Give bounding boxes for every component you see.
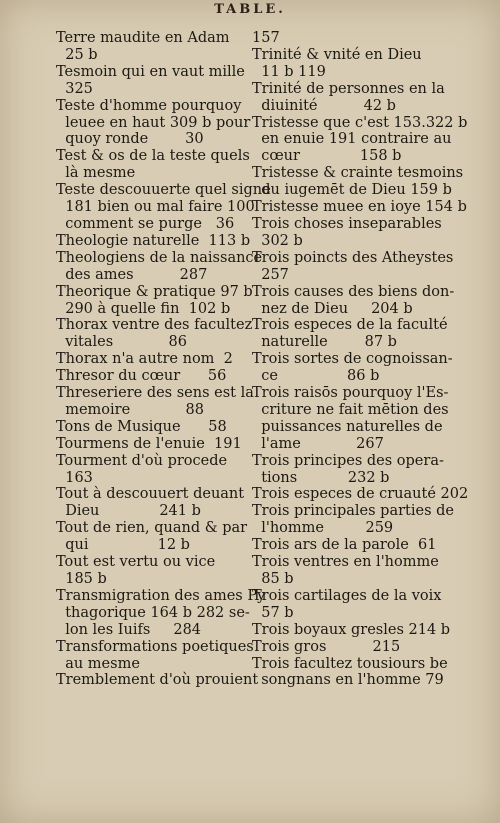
index-entry: nez de Dieu 204 b xyxy=(252,300,413,317)
index-entry: cœur 158 b xyxy=(252,148,402,165)
index-entry: Tons de Musique 58 xyxy=(56,418,227,435)
index-entry: songnans en l'homme 79 xyxy=(252,672,444,689)
index-entry: Tourmens de l'enuie 191 xyxy=(56,435,242,452)
index-entry: naturelle 87 b xyxy=(252,334,397,351)
index-entry: 290 à quelle fin 102 b xyxy=(56,300,231,317)
index-entry: Trois gros 215 xyxy=(252,638,401,655)
index-entry: Thorax ventre des facultez xyxy=(56,317,253,334)
index-entry: au mesme xyxy=(56,655,140,672)
index-entry: qui 12 b xyxy=(56,537,190,554)
index-entry: l'ame 267 xyxy=(252,435,384,452)
index-entry: comment se purge 36 xyxy=(56,215,235,232)
index-entry: 25 b xyxy=(56,46,98,63)
index-entry: Tourment d'où procede xyxy=(56,452,228,469)
index-entry: lon les Iuifs 284 xyxy=(56,621,202,638)
index-entry: Trois ars de la parole 61 xyxy=(252,537,437,554)
index-entry: 185 b xyxy=(56,571,107,587)
index-entry: ce 86 b xyxy=(252,368,380,385)
index-entry: 181 bien ou mal faire 100 xyxy=(56,199,255,216)
index-entry: criture ne fait mētion des xyxy=(252,401,449,418)
index-entry: quoy ronde 30 xyxy=(56,131,204,148)
index-entry: Trois causes des biens don- xyxy=(252,283,455,300)
index-entry: leuee en haut 309 b pour xyxy=(56,114,251,131)
index-entry: tions 232 b xyxy=(252,469,390,486)
index-entry: 325 xyxy=(56,80,93,97)
index-entry: Terre maudite en Adam xyxy=(56,30,230,46)
index-entry: Threseriere des sens est la xyxy=(56,385,254,402)
index-entry: Trois principes des opera- xyxy=(252,452,444,469)
index-entry: Tristesse & crainte tesmoins xyxy=(252,165,464,182)
index-entry: Transformations poetiques xyxy=(56,638,254,655)
running-header: TABLE. xyxy=(214,2,286,17)
index-entry: Theorique & pratique 97 b xyxy=(56,283,253,300)
index-entry: Trois especes de cruauté 202 xyxy=(252,486,469,503)
index-entry: 157 xyxy=(252,30,280,46)
index-entry: Tremblement d'où prouient xyxy=(56,672,259,689)
index-entry: Teste descouuerte quel signe xyxy=(56,182,271,199)
index-entry: Tristesse que c'est 153.322 b xyxy=(252,114,468,131)
index-entry: 302 b xyxy=(252,232,303,249)
index-entry: des ames 287 xyxy=(56,266,208,283)
index-entry: en enuie 191 contraire au xyxy=(252,131,452,148)
index-entry: Trinité & vnité en Dieu xyxy=(252,46,422,63)
index-entry: Test & os de la teste quels xyxy=(56,148,250,165)
index-entry: Dieu 241 b xyxy=(56,503,201,520)
index-entry: du iugemēt de Dieu 159 b xyxy=(252,182,452,199)
index-entry: Trois poincts des Atheystes xyxy=(252,249,454,266)
index-entry: Tout à descouuert deuant xyxy=(56,486,245,503)
index-entry: Thorax n'a autre nom 2 xyxy=(56,351,233,368)
index-entry: puissances naturelles de xyxy=(252,418,443,435)
index-entry: Trois choses inseparables xyxy=(252,215,442,232)
index-entry: memoire 88 xyxy=(56,401,204,418)
index-column-right xyxy=(252,30,469,689)
index-entry: Trois principales parties de xyxy=(252,503,454,520)
index-entry: thagorique 164 b 282 se- xyxy=(56,604,250,621)
index-entry: diuinité 42 b xyxy=(252,97,396,114)
index-entry: Theologiens de la naissance xyxy=(56,249,263,266)
index-entry: Tesmoin qui en vaut mille xyxy=(56,63,245,80)
index-entry: Trois especes de la faculté xyxy=(252,317,448,334)
index-entry: 163 xyxy=(56,469,93,486)
index-entry: Trinité de personnes en la xyxy=(252,80,445,97)
index-entry: Trois boyaux gresles 214 b xyxy=(252,621,451,638)
index-entry: 11 b 119 xyxy=(252,63,326,80)
index-entry: Tout de rien, quand & par xyxy=(56,520,248,537)
index-entry: vitales 86 xyxy=(56,334,187,351)
index-entry: Trois sortes de cognoissan- xyxy=(252,351,453,368)
index-entry: Trois cartilages de la voix xyxy=(252,587,442,604)
index-entry: Theologie naturelle 113 b xyxy=(56,232,251,249)
index-entry: Trois facultez tousiours be xyxy=(252,655,448,672)
index-entry: Trois raisōs pourquoy l'Es- xyxy=(252,385,449,402)
index-entry: 85 b xyxy=(252,571,294,587)
index-entry: Teste d'homme pourquoy xyxy=(56,97,242,114)
index-entry: Trois ventres en l'homme xyxy=(252,554,439,571)
index-entry: 257 xyxy=(252,266,289,283)
index-entry: Thresor du cœur 56 xyxy=(56,368,227,385)
index-entry: 57 b xyxy=(252,604,294,621)
index-entry: Transmigration des ames Py xyxy=(56,587,266,604)
index-entry: l'homme 259 xyxy=(252,520,394,537)
index-entry: Tristesse muee en ioye 154 b xyxy=(252,199,467,216)
index-entry: Tout est vertu ou vice xyxy=(56,554,216,571)
index-entry: là mesme xyxy=(56,165,136,182)
